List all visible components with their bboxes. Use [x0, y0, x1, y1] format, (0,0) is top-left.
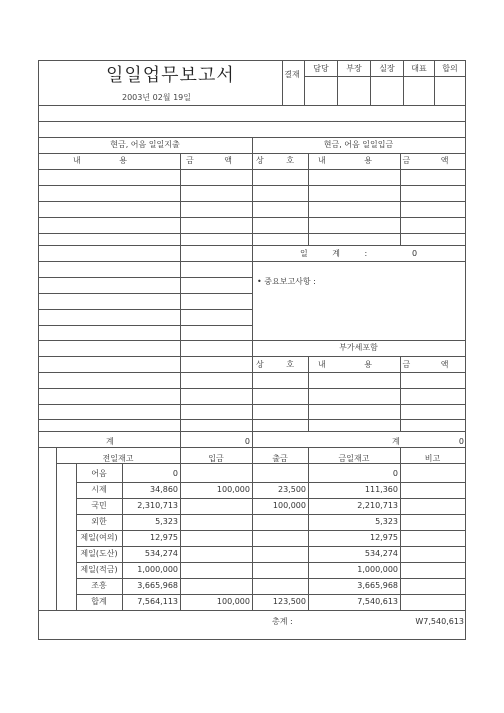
grand-total-value: W7,540,613 [415, 617, 464, 626]
grid-line [38, 404, 466, 405]
expense-section-title: 현금, 어음 일일지출 [110, 140, 180, 149]
inv-row-name: 국민 [91, 501, 107, 510]
expense-total-value: 0 [244, 437, 250, 446]
grid-line [38, 121, 466, 122]
inv-row-out: 123,500 [272, 597, 306, 606]
grid-line [38, 419, 466, 420]
grid-line [282, 60, 283, 106]
inv-col-prev: 전일재고 [102, 454, 134, 463]
grid-line [56, 463, 466, 464]
inv-row-prev: 1,000,000 [137, 565, 178, 574]
inv-col-note: 비고 [424, 454, 441, 463]
inv-col-today: 금일재고 [338, 454, 370, 463]
grand-total-label: 총계 : [272, 617, 293, 626]
grid-line [38, 60, 466, 61]
grid-line [38, 105, 466, 106]
grid-line [337, 60, 338, 106]
grid-line [38, 309, 253, 310]
expense-total-label: 계 [106, 437, 114, 446]
grid-line [180, 447, 181, 611]
inv-row-prev: 0 [172, 469, 178, 478]
grid-line [308, 356, 309, 432]
report-date: 2003년 02월 19일 [122, 93, 191, 102]
vat-total-label: 계 [392, 437, 400, 446]
approver-director: 실장 [379, 64, 395, 73]
inv-row-in: 100,000 [216, 597, 250, 606]
inv-row-in: 100,000 [216, 485, 250, 494]
inv-row-prev: 3,665,968 [137, 581, 178, 590]
grid-line [38, 293, 253, 294]
grid-line [38, 201, 466, 202]
grid-line [38, 60, 39, 640]
inv-row-prev: 12,975 [150, 533, 178, 542]
inv-row-name: 조흥 [91, 581, 107, 590]
inv-row-name: 제일(도산) [80, 549, 118, 558]
grid-line [304, 60, 305, 106]
grid-line [370, 60, 371, 106]
inv-row-name: 외한 [91, 517, 107, 526]
vat-col-amount: 금 액 [402, 360, 463, 369]
inv-row-today: 2,210,713 [357, 501, 398, 510]
report-title: 일일업무보고서 [106, 65, 235, 86]
grid-line [400, 447, 401, 611]
vat-total-value: 0 [458, 437, 464, 446]
grid-line [56, 447, 57, 611]
income-col-company: 상 호 [256, 156, 304, 165]
grid-line [122, 463, 123, 611]
grid-line [76, 530, 466, 531]
grid-line [38, 388, 466, 389]
inv-row-prev: 5,323 [155, 517, 178, 526]
vat-col-content: 내 용 [318, 360, 390, 369]
inv-row-today: 7,540,613 [357, 597, 398, 606]
grid-line [403, 60, 404, 106]
vat-section-title: 부가세포함 [339, 343, 378, 352]
approver-staff: 담당 [313, 64, 329, 73]
inv-row-name: 어음 [91, 469, 107, 478]
approver-agreement: 합의 [442, 64, 458, 73]
important-notes-label: • 중요보고사항 : [257, 277, 316, 286]
income-col-amount: 금 액 [402, 156, 463, 165]
grid-line [76, 578, 466, 579]
grid-line [76, 546, 466, 547]
grid-line [38, 261, 466, 262]
grid-line [76, 594, 466, 595]
inv-row-name: 제일(적금) [80, 565, 118, 574]
inv-col-out: 출금 [272, 454, 288, 463]
grid-line [304, 76, 466, 77]
grid-line [38, 217, 466, 218]
inv-row-prev: 34,860 [150, 485, 178, 494]
grid-line [76, 498, 466, 499]
grid-line [76, 562, 466, 563]
grid-line [38, 356, 466, 357]
approver-manager: 부장 [346, 64, 362, 73]
grid-line [434, 60, 435, 106]
inv-row-prev: 2,310,713 [137, 501, 178, 510]
inv-row-out: 100,000 [272, 501, 306, 510]
grid-line [76, 482, 466, 483]
grid-line [400, 356, 401, 432]
inv-row-prev: 534,274 [144, 549, 178, 558]
inv-row-today: 111,360 [364, 485, 398, 494]
grid-line [76, 514, 466, 515]
inv-row-name: 합계 [91, 597, 107, 606]
expense-col-amount: 금 액 [186, 156, 246, 165]
grid-line [465, 60, 466, 640]
inv-row-out: 23,500 [278, 485, 306, 494]
grid-line [76, 463, 77, 611]
grid-line [38, 431, 466, 432]
income-col-content: 내 용 [318, 156, 390, 165]
grid-line [38, 277, 253, 278]
grid-line [38, 245, 466, 246]
vat-col-company: 상 호 [256, 360, 304, 369]
income-subtotal-label: 일 계 : [300, 249, 368, 258]
inv-row-today: 5,323 [375, 517, 398, 526]
income-subtotal-value: 0 [412, 249, 418, 258]
inv-row-today: 12,975 [370, 533, 398, 542]
approval-label: 결재 [284, 70, 300, 79]
income-section-title: 현금, 어음 일일입금 [323, 140, 394, 149]
expense-col-content: 내 용 [73, 156, 145, 165]
grid-line [38, 639, 466, 640]
inv-row-today: 3,665,968 [357, 581, 398, 590]
inv-row-prev: 7,564,113 [137, 597, 178, 606]
grid-line [308, 447, 309, 611]
grid-line [38, 340, 466, 341]
inv-col-in: 입금 [208, 454, 224, 463]
grid-line [252, 447, 253, 611]
grid-line [38, 372, 466, 373]
grid-line [38, 325, 253, 326]
approver-ceo: 대표 [411, 64, 427, 73]
grid-line [38, 233, 466, 234]
inv-row-name: 제일(여의) [80, 533, 118, 542]
inv-row-today: 1,000,000 [357, 565, 398, 574]
inv-row-today: 0 [392, 469, 398, 478]
grid-line [38, 185, 466, 186]
grid-line [38, 610, 466, 611]
inv-row-today: 534,274 [364, 549, 398, 558]
inv-row-name: 시제 [91, 485, 107, 494]
